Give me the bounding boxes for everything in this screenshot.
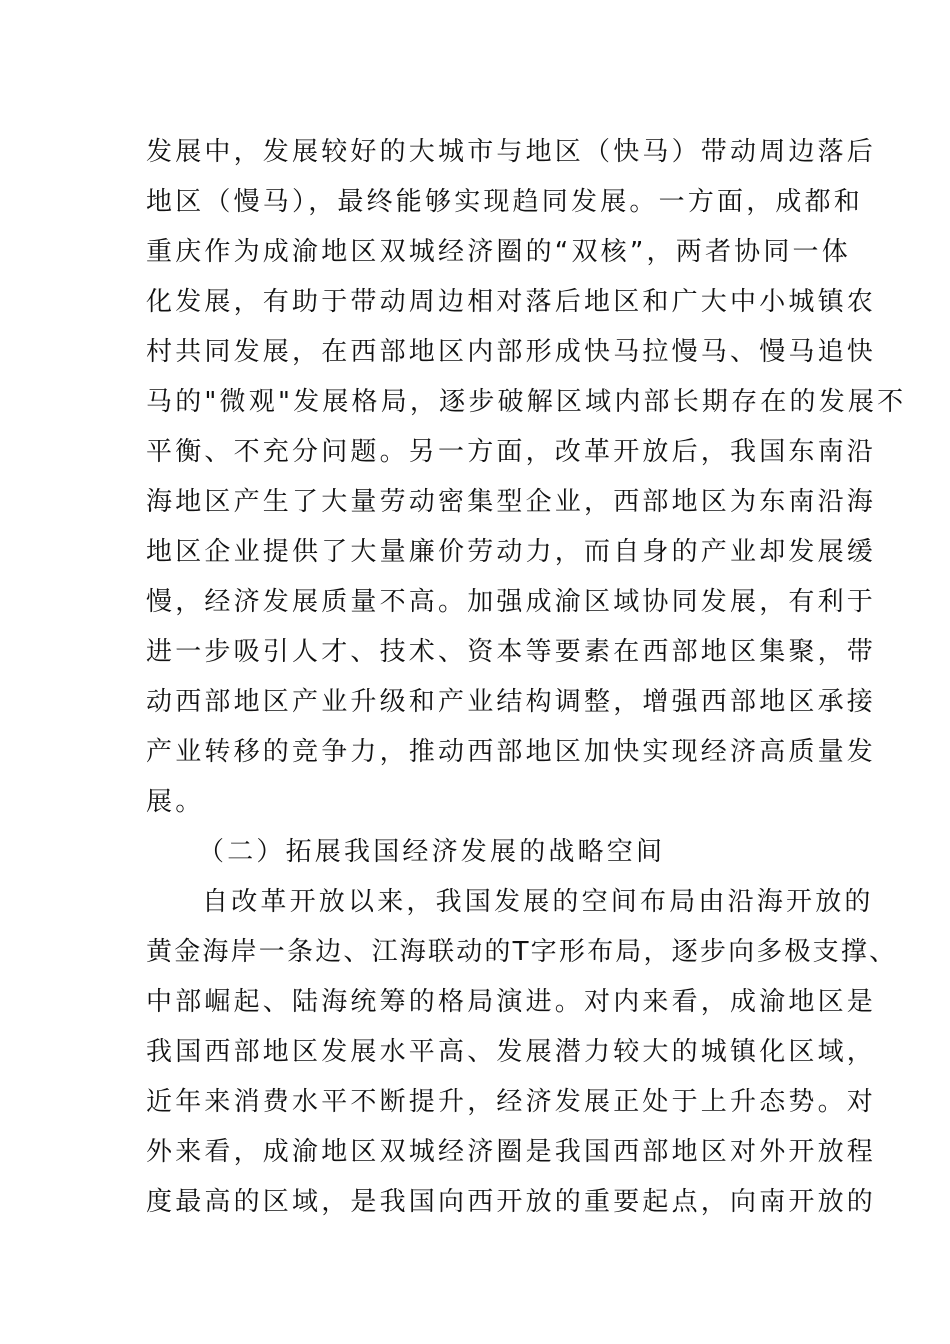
text-line: 海地区产生了大量劳动密集型企业，西部地区为东南沿海 [146,487,877,517]
text-line: 慢，经济发展质量不高。加强成渝区域协同发展，有利于 [146,587,877,617]
text-line: 度最高的区域，是我国向西开放的重要起点，向南开放的 [146,1187,877,1217]
text-line: 化发展，有助于带动周边相对落后地区和广大中小城镇农 [146,287,877,317]
text-line: 黄金海岸一条边、江海联动的T字形布局，逐步向多极支撑、 [146,937,898,967]
text-line: 中部崛起、陆海统筹的格局演进。对内来看，成渝地区是 [146,987,877,1017]
text-line: 地区企业提供了大量廉价劳动力，而自身的产业却发展缓 [146,537,877,567]
text-line: 村共同发展，在西部地区内部形成快马拉慢马、慢马追快 [146,337,877,367]
text-line: 地区（慢马），最终能够实现趋同发展。一方面，成都和 [146,187,864,217]
text-line: 动西部地区产业升级和产业结构调整，增强西部地区承接 [146,687,877,717]
text-line: 马的"微观"发展格局，逐步破解区域内部长期存在的发展不 [146,387,907,417]
text-line: 近年来消费水平不断提升，经济发展正处于上升态势。对 [146,1087,877,1117]
text-line: 我国西部地区发展水平高、发展潜力较大的城镇化区域， [146,1037,877,1067]
text-line: 平衡、不充分问题。另一方面，改革开放后，我国东南沿 [146,437,877,467]
section-heading: （二）拓展我国经济发展的战略空间 [198,837,666,867]
text-line: 进一步吸引人才、技术、资本等要素在西部地区集聚，带 [146,637,877,667]
text-line: 展。 [146,787,205,817]
text-line: 自改革开放以来，我国发展的空间布局由沿海开放的 [202,887,874,917]
text-line: 产业转移的竞争力，推动西部地区加快实现经济高质量发 [146,737,877,767]
text-line: 外来看，成渝地区双城经济圈是我国西部地区对外开放程 [146,1137,877,1167]
text-line: 重庆作为成渝地区双城经济圈的“双核”，两者协同一体 [146,237,851,267]
text-line: 发展中，发展较好的大城市与地区（快马）带动周边落后 [146,137,877,167]
